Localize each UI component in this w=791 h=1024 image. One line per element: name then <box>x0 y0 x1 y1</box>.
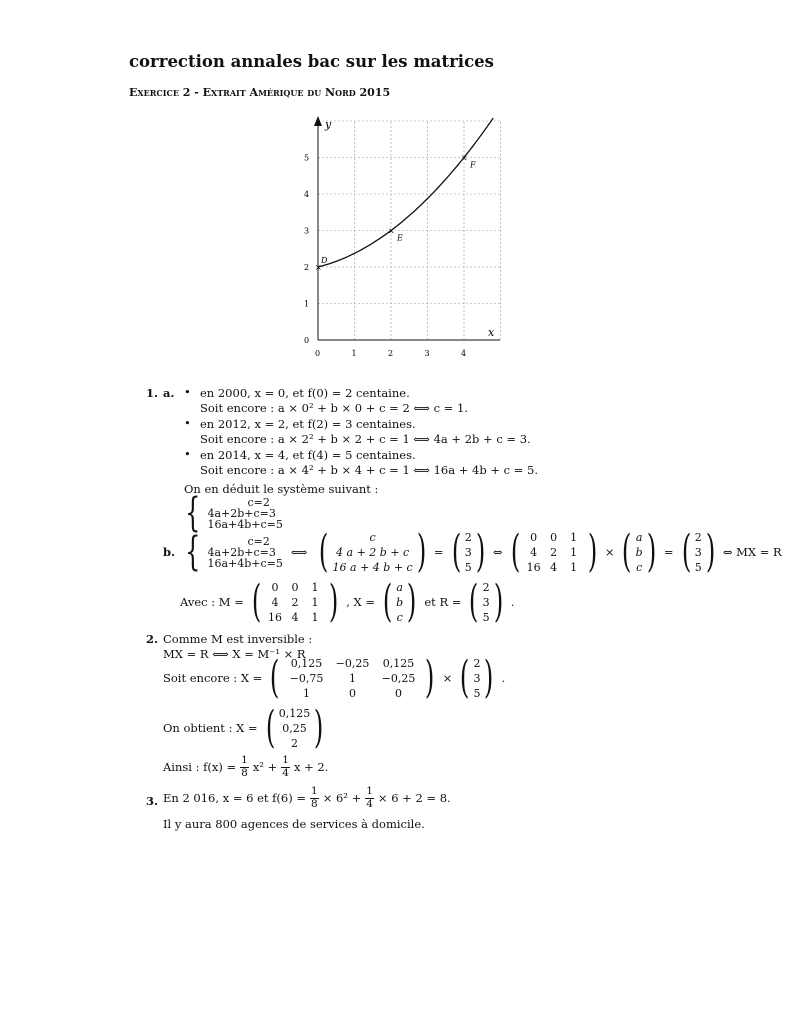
period: . <box>510 595 515 609</box>
point-label: D <box>321 256 328 265</box>
q3-prefix: En 2 016, x = 6 et f(6) = <box>163 791 307 806</box>
r-label: et R = <box>424 595 462 609</box>
x-tick-label: 3 <box>424 349 430 358</box>
exercise-heading: Exercice 2 - Extrait Amérique du Nord 2015 <box>129 86 391 99</box>
vector-entry: 5 <box>694 560 702 574</box>
vector-entry: 2 <box>694 530 702 544</box>
vector-entry: 2 <box>464 530 472 544</box>
item3-line2: Soit encore : a × 4² + b × 4 + c = 1 ⟺ 16a + 4b + c = 5. <box>200 463 538 477</box>
vector-entry: 3 <box>482 595 490 609</box>
q2-line1: Comme M est inversible : <box>163 632 313 646</box>
x-axis-label: x <box>488 326 495 339</box>
matrix-cell: 0 <box>348 686 356 700</box>
matrix-cell: 0 <box>291 580 299 594</box>
curve <box>318 118 493 267</box>
item1-line1: en 2000, x = 0, et f(0) = 2 centaine. <box>200 386 410 400</box>
x-label: , X = <box>346 595 375 609</box>
system-eq: c=2 <box>247 495 270 509</box>
times-sign: × <box>442 671 453 685</box>
r-vector: ( 2 3 5 ) <box>451 526 485 577</box>
question-1b-label: b. <box>163 545 176 559</box>
matrix-cell: 0 <box>394 686 402 700</box>
bullet: • <box>184 447 191 461</box>
deduce-text: On en déduit le système suivant : <box>184 482 379 496</box>
vector-entry: 0,125 <box>278 706 311 720</box>
matrix-cell: 1 <box>570 560 578 574</box>
y-tick-label: 4 <box>304 190 310 199</box>
equals-sign: = <box>433 545 444 559</box>
matrix-equation: { c=2 4a+2b+c=3 16a+4b+c=5 ⟺ ( c 4 a + 2 b + c 16 a + 4 b + c ) = ( 2 3 5 ) ⇔ ( 0 0 1 4 2 1 16 4 1 ) × ( a b c ) = ( 2 3 5 ) ⇔ MX = R <box>185 526 782 577</box>
fraction: $\frac{1}{4}$ <box>366 785 373 810</box>
vector-entry: 16 a + 4 b + c <box>332 560 413 574</box>
item1-line2: Soit encore : a × 0² + b × 0 + c = 2 ⟺ c = 1. <box>200 401 468 415</box>
vector-entry: c <box>396 610 403 624</box>
fraction: $\frac{1}{8}$ <box>241 754 248 779</box>
question-1a-label: a. <box>163 386 175 400</box>
y-tick-label: 3 <box>304 226 310 236</box>
inverse-matrix: ( 0,125 −0,25 0,125 −0,75 1 −0,25 1 0 0 ) <box>270 652 435 703</box>
definitions-line <box>180 576 515 627</box>
item2-line2: Soit encore : a × 2² + b × 2 + c = 1 ⟺ 4a + 2b + c = 3. <box>200 432 531 446</box>
solution-line <box>163 702 327 753</box>
matrix-cell: 1 <box>570 530 578 544</box>
y-tick-label: 2 <box>304 263 310 272</box>
system-eq: 4a+2b+c=3 <box>207 506 276 520</box>
point-marker: × <box>461 153 468 163</box>
function-graph <box>300 110 520 360</box>
point-marker: × <box>388 226 395 236</box>
point-label: F <box>470 160 476 170</box>
system-eq: c=2 <box>247 534 270 548</box>
vector-entry: 2 <box>473 656 481 670</box>
point-marker: × <box>315 263 322 272</box>
matrix-cell: 0,125 <box>290 656 323 670</box>
iff-symbol: ⇔ <box>492 545 503 559</box>
soit-label: Soit encore : X = <box>163 671 263 685</box>
matrix-cell: 4 <box>291 610 299 624</box>
term: x + 2. <box>293 760 329 775</box>
matrix-cell: 1 <box>311 580 319 594</box>
vector-entry: a <box>396 580 403 594</box>
solution-vector: ( 0,125 0,25 2 ) <box>265 702 324 753</box>
term: × 6² + <box>322 791 362 806</box>
matrix-cell: 4 <box>271 595 279 609</box>
question-3-number: 3. <box>146 794 159 808</box>
vector-entry: 3 <box>473 671 481 685</box>
q3-conclusion: Il y aura 800 agences de services à domicile. <box>163 817 425 831</box>
vector-entry: 4 a + 2 b + c <box>336 545 410 559</box>
matrix-cell: 1 <box>302 686 310 700</box>
bullet: • <box>184 385 191 399</box>
matrix-cell: 2 <box>550 545 558 559</box>
matrix-cell: 4 <box>530 545 538 559</box>
matrix-cell: 0 <box>530 530 538 544</box>
grid-lines <box>318 121 501 340</box>
vector-entry: 5 <box>464 560 472 574</box>
vector-entry: 2 <box>291 736 298 750</box>
q3-line1 <box>163 786 451 810</box>
vector-entry: 3 <box>694 545 702 559</box>
question-1-number: 1. <box>146 386 159 400</box>
obtient-label: On obtient : X = <box>163 721 258 735</box>
y-tick-label: 5 <box>304 153 310 163</box>
function-result <box>163 755 328 779</box>
r-vector: ( 2 3 5 ) <box>681 526 715 577</box>
vector-entry: 5 <box>482 610 490 624</box>
matrix-cell: 1 <box>311 610 319 624</box>
matrix-cell: 1 <box>311 595 319 609</box>
term: × 6 + 2 = 8. <box>377 791 451 806</box>
times-sign: × <box>604 545 615 559</box>
matrix-cell: 1 <box>570 545 578 559</box>
vector-entry: 3 <box>464 545 472 559</box>
vector-entry: a <box>635 530 643 544</box>
bullet: • <box>184 416 191 430</box>
y-tick-label: 0 <box>304 336 310 345</box>
equals-sign: = <box>663 545 674 559</box>
matrix-cell: 0 <box>550 530 558 544</box>
system-eq: 4a+2b+c=3 <box>207 545 276 559</box>
vector-entry: 2 <box>482 580 490 594</box>
vector-entry: c <box>369 530 376 544</box>
matrix-cell: 0,125 <box>382 656 415 670</box>
matrix-cell: −0,25 <box>381 671 416 685</box>
matrix-cell: −0,25 <box>335 656 370 670</box>
vector-entry: b <box>635 545 643 559</box>
x-tick-label: 0 <box>315 349 321 358</box>
matrix-cell: 0 <box>271 580 279 594</box>
vector-entry: 5 <box>473 686 481 700</box>
fraction: $\frac{1}{8}$ <box>311 785 318 810</box>
y-tick-label: 1 <box>304 299 310 309</box>
final-equation: ⇔ MX = R <box>722 545 782 559</box>
term: x² + <box>252 760 278 775</box>
period: . <box>501 671 506 685</box>
m-matrix: ( 0 0 1 4 2 1 16 4 1 ) <box>251 576 339 627</box>
matrix-cell: 4 <box>550 560 558 574</box>
ainsi-label: Ainsi : f(x) = <box>163 760 237 775</box>
system-1a: { c=2 4a+2b+c=3 16a+4b+c=5 <box>185 490 283 536</box>
q2-line2: MX = R ⟺ X = M⁻¹ × R <box>163 647 306 661</box>
x-tick-label: 1 <box>351 349 357 358</box>
question-2-number: 2. <box>146 632 159 646</box>
vector-entry: 0,25 <box>282 721 307 735</box>
matrix-cell: 1 <box>348 671 356 685</box>
x-vector: ( a b c ) <box>382 576 417 627</box>
matrix-cell: −0,75 <box>289 671 324 685</box>
matrix-cell: 2 <box>291 595 299 609</box>
point-label: E <box>397 233 403 243</box>
fraction: $\frac{1}{4}$ <box>282 754 289 779</box>
r-vector: ( 2 3 5 ) <box>460 652 494 703</box>
page-title: correction annales bac sur les matrices <box>129 52 494 71</box>
r-vector: ( 2 3 5 ) <box>469 576 503 627</box>
avec-label: Avec : M = <box>180 595 244 609</box>
y-axis-arrow <box>314 116 322 126</box>
x-tick-label: 4 <box>461 349 467 358</box>
item2-line1: en 2012, x = 2, et f(2) = 3 centaines. <box>200 417 416 431</box>
item3-line1: en 2014, x = 4, et f(4) = 5 centaines. <box>200 448 416 462</box>
matrix-cell: 16 <box>268 610 283 624</box>
vector-entry: c <box>636 560 643 574</box>
system-eq: 16a+4b+c=5 <box>207 556 283 570</box>
system-eq: 16a+4b+c=5 <box>207 517 283 531</box>
y-axis-label: y <box>325 118 332 131</box>
matrix-cell: 16 <box>526 560 541 574</box>
x-vector: ( a b c ) <box>622 526 657 577</box>
expression-vector: ( c 4 a + 2 b + c 16 a + 4 b + c ) <box>319 526 427 577</box>
m-matrix: ( 0 0 1 4 2 1 16 4 1 ) <box>510 526 597 577</box>
vector-entry: b <box>396 595 404 609</box>
x-tick-label: 2 <box>388 349 394 358</box>
equivalence-symbol: ⟺ <box>290 545 308 559</box>
